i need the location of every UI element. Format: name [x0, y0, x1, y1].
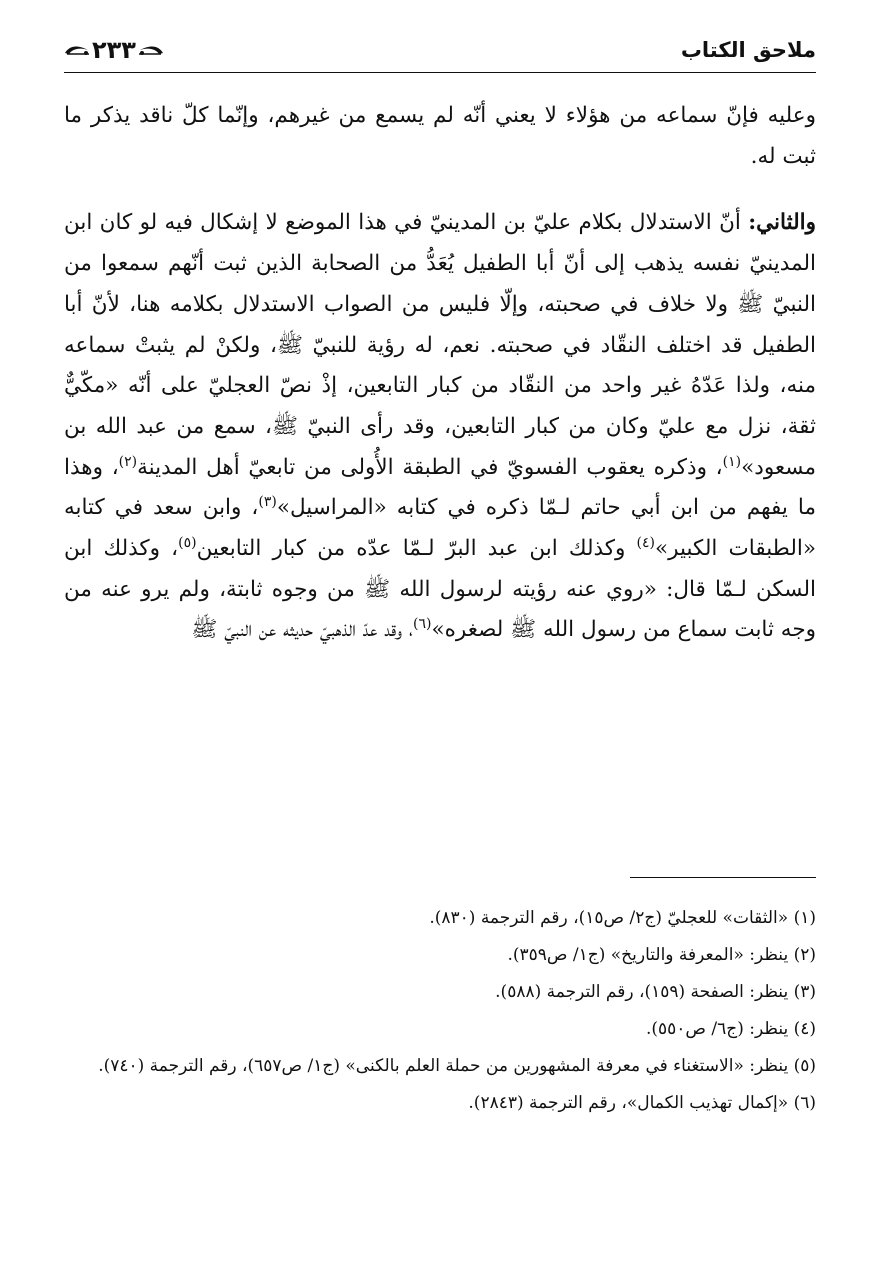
footnote-ref-1: (١)	[722, 453, 742, 470]
footnote-ref-5: (٥)	[178, 534, 197, 551]
footnotes	[64, 900, 816, 1122]
page-number: ٢٣٣	[92, 36, 136, 64]
paragraph-1: وعليه فإنّ سماعه من هؤلاء لا يعني أنّه لم يسمع من غيرهم، وإنّما كلّ ناقد يذكر ما ثبت له.	[64, 103, 816, 169]
footnote-ref-3: (٣)	[258, 494, 277, 511]
text-segment: أنّ الاستدلال بكلام عليّ بن المدينيّ في هذا الموضع لا إشكال فيه لو كان ابن المدينيّ نفسه يذهب إلى أنّ أبا الطفيل يُعَدُّ من الصحابة الذين ثبت أنّهم سمعوا من النبيّ ﷺ ولا خلاف في صحبته، وإلّا فليس من الصواب الاستدلال بكلامه هنا، لأنّ أبا الطفيل قد اختلف النقّاد في صحبته. نعم، له رؤية للنبيّ ﷺ، ولكنْ لم يثبتْ سماعه منه، ولذا عَدّهُ غير واحد من النقّاد من كبار التابعين، إذْ نصّ العجليّ على أنّه «مكّيٌّ ثقة، نزل مع عليّ وكان من كبار التابعين، وقد رأى النبيّ ﷺ، سمع من عبد الله بن مسعود»	[64, 210, 816, 480]
footnote-ref-2: (٢)	[118, 453, 138, 470]
text-segment: ، وكذلك ابن السكن لـمّا قال: «روي عنه رؤيته لرسول الله ﷺ من وجوه ثابتة، ولم يرو عنه من وجه ثابت سماع من رسول الله ﷺ لصغره»	[64, 536, 816, 643]
page-number-ornament	[64, 34, 164, 66]
ornament-right-icon	[138, 43, 164, 57]
footnote-5: (٥) ينظر: «الاستغناء في معرفة المشهورين من حملة العلم بالكنى» (ج١/ ص٦٥٧)، رقم الترجمة (٧٤٠).	[98, 1056, 816, 1076]
footnote-3: (٣) ينظر: الصفحة (١٥٩)، رقم الترجمة (٥٨٨).	[495, 982, 816, 1002]
footnote-6: (٦) «إكمال تهذيب الكمال»، رقم الترجمة (٢٨٤٣).	[468, 1093, 816, 1113]
text-segment: ، وذكره يعقوب الفسويّ في الطبقة الأُولى من تابعيّ أهل المدينة	[137, 454, 723, 480]
text-segment: ، وهذا ما يفهم من ابن أبي حاتم لـمّا ذكره في كتابه «المراسيل»	[64, 454, 817, 521]
footnote-ref-4: (٤)	[636, 534, 656, 551]
footnote-separator	[630, 877, 816, 878]
main-text	[64, 96, 816, 651]
paragraph-lead: والثاني:	[748, 210, 816, 236]
footnote-ref-6: (٦)	[413, 616, 432, 633]
footnote-1: (١) «الثقات» للعجليّ (ج٢/ ص١٥)، رقم الترجمة (٨٣٠).	[429, 908, 816, 928]
footnote-2: (٢) ينظر: «المعرفة والتاريخ» (ج١/ ص٣٥٩).	[507, 945, 816, 965]
page-header	[64, 34, 816, 72]
running-title: ملاحق الكتاب	[680, 38, 816, 62]
text-segment: وكذلك ابن عبد البرّ لـمّا عدّه من كبار التابعين	[196, 536, 637, 562]
paragraph-2	[64, 203, 816, 651]
text-segment: ، وقد عدّ الذهبيّ حديثه عن النبيّ ﷺ	[191, 617, 414, 643]
header-rule	[64, 72, 816, 73]
text-segment: ، وابن سعد في كتابه «الطبقات الكبير»	[64, 495, 816, 562]
footnote-4: (٤) ينظر: (ج٦/ ص٥٥٠).	[645, 1019, 816, 1039]
ornament-left-icon	[64, 43, 90, 57]
